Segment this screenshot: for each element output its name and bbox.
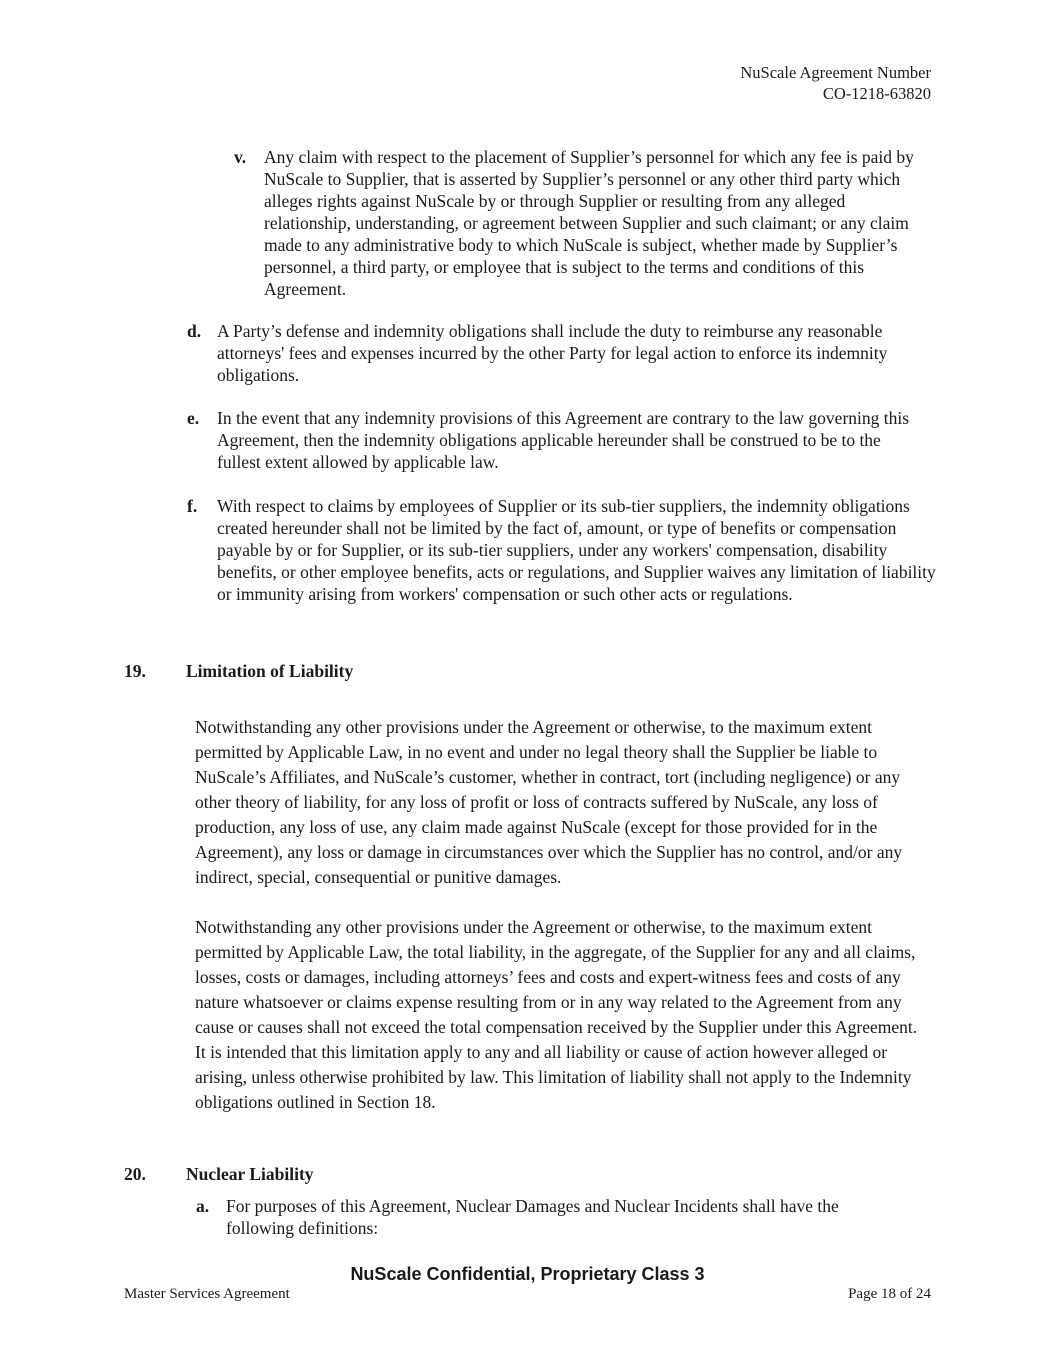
list-marker: e. <box>187 408 200 428</box>
list-item-v <box>234 146 934 306</box>
list-item-text: Any claim with respect to the placement of Supplier’s personnel for which any fee is paid by NuScale to Supplier, that is asserted by Supplier’s personnel or any other third party which alleges rights against NuScale by or through Supplier or resulting from any alleged relationship, understanding, or agreement between Supplier and such claimant; or any claim made to any administrative body to which NuScale is subject, whether made by Supplier’s personnel, a third party, or employee that is subject to the terms and conditions of this Agreement. <box>264 147 914 299</box>
section-title: Limitation of Liability <box>186 661 354 681</box>
list-marker: a. <box>196 1196 210 1216</box>
list-item-text: In the event that any indemnity provisions of this Agreement are contrary to the law governing this Agreement, then the indemnity obligations applicable hereunder shall be construed to be to the fullest extent allowed by applicable law. <box>217 408 910 472</box>
footer-document-title: Master Services Agreement <box>124 1286 290 1302</box>
page-header <box>740 62 931 104</box>
confidentiality-notice: NuScale Confidential, Proprietary Class 3 <box>350 1264 705 1284</box>
list-item-f <box>187 495 937 630</box>
list-marker: d. <box>187 321 202 341</box>
section-19-paragraph-1: Notwithstanding any other provisions under the Agreement or otherwise, to the maximum extent permitted by Applicable Law, in no event and under no legal theory shall the Supplier be liable to NuScale’s Affiliates, and NuScale’s customer, whether in contract, tort (including negligence) or any other theory of liability, for any loss of profit or loss of contracts suffered by NuScale, any loss of production, any loss of use, any claim made against NuScale (except for those provided for in the Agreement), any loss or damage in circumstances over which the Supplier has no control, and/or any indirect, special, consequential or punitive damages. <box>195 717 903 887</box>
section-number: 20. <box>124 1164 146 1184</box>
list-item-d <box>187 320 934 390</box>
list-item-text: A Party’s defense and indemnity obligations shall include the duty to reimburse any reasonable attorneys' fees and expenses incurred by the other Party for legal action to enforce its indemnity obligations. <box>217 321 888 385</box>
list-item-text: With respect to claims by employees of Supplier or its sub-tier suppliers, the indemnity obligations created hereunder shall not be limited by the fact of, amount, or type of benefits or compensation payable by or for Supplier, or its sub-tier suppliers, under any workers' compensation, disability benefits, or other employee benefits, acts or regulations, and Supplier waives any limitation of liability or immunity arising from workers' compensation or such other acts or regulations. <box>217 496 936 604</box>
section-19-paragraph-2: Notwithstanding any other provisions under the Agreement or otherwise, to the maximum extent permitted by Applicable Law, the total liability, in the aggregate, of the Supplier for any and all claims, losses, costs or damages, including attorneys’ fees and costs and expert-witness fees and costs of any nature whatsoever or claims expense resulting from or in any way related to the Agreement from any cause or causes shall not exceed the total compensation received by the Supplier under this Agreement. It is intended that this limitation apply to any and all liability or cause of action however alleged or arising, unless otherwise prohibited by law. This limitation of liability shall not apply to the Indemnity obligations outlined in Section 18. <box>195 917 918 1112</box>
list-marker: v. <box>234 147 247 167</box>
section-title: Nuclear Liability <box>186 1164 314 1184</box>
list-item-e <box>187 407 934 477</box>
list-item-text: For purposes of this Agreement, Nuclear Damages and Nuclear Incidents shall have the following definitions: <box>226 1196 839 1238</box>
page-number: Page 18 of 24 <box>848 1286 931 1302</box>
agreement-number: CO-1218-63820 <box>822 84 931 103</box>
section-number: 19. <box>124 661 146 681</box>
list-item-a <box>196 1195 896 1243</box>
agreement-number-label: NuScale Agreement Number <box>740 63 931 82</box>
section-19-heading <box>124 660 524 682</box>
list-marker: f. <box>187 496 198 516</box>
section-20-heading <box>124 1163 524 1185</box>
